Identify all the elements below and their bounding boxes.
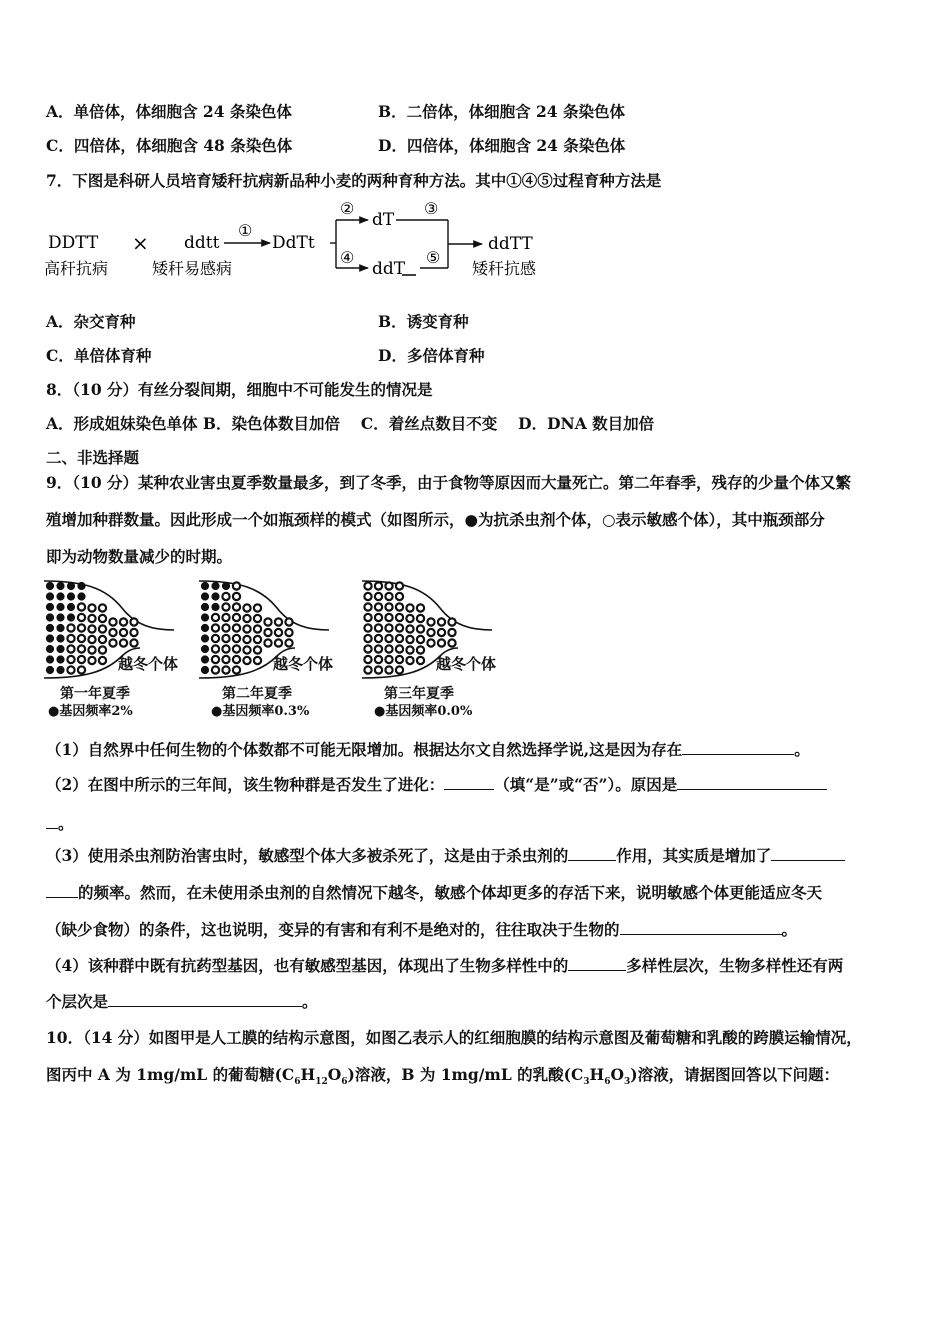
sensitive-dot <box>67 645 74 652</box>
parent2-genotype: ddtt <box>184 233 220 253</box>
sensitive-dot <box>222 656 229 663</box>
resistant-dot <box>57 603 64 610</box>
q10-text-a: 图丙中 A 为 1mg/mL 的葡萄糖(C <box>46 1065 295 1084</box>
sensitive-dot <box>233 635 240 642</box>
sensitive-dot <box>364 614 371 621</box>
answer-blank-2[interactable] <box>444 775 494 790</box>
sensitive-dot <box>264 639 271 646</box>
sensitive-dot <box>254 615 261 622</box>
sensitive-dot <box>99 636 106 643</box>
sensitive-dot <box>396 582 403 589</box>
sensitive-dot <box>88 657 95 664</box>
sensitive-dot <box>212 656 219 663</box>
sensitive-dot <box>130 618 137 625</box>
gamete-dt: dT <box>372 210 395 230</box>
sensitive-dot <box>427 629 434 636</box>
sensitive-dot <box>254 646 261 653</box>
result-label: 矮秆抗感 <box>472 259 537 278</box>
sensitive-dot <box>375 645 382 652</box>
resistant-dot <box>201 635 208 642</box>
sensitive-dot <box>406 646 413 653</box>
sensitive-dot <box>396 614 403 621</box>
sensitive-dot <box>222 666 229 673</box>
fig1-season: 第一年夏季 <box>60 686 130 702</box>
sensitive-dot <box>212 666 219 673</box>
sensitive-dot <box>448 629 455 636</box>
sensitive-dot <box>264 629 271 636</box>
genotype-ddt: ddT <box>372 259 406 279</box>
q10-sub-6: 3 <box>623 1077 631 1088</box>
sensitive-dot <box>375 666 382 673</box>
sensitive-dot <box>438 618 445 625</box>
sensitive-dot <box>67 635 74 642</box>
q10-stem-line1: 10．（14 分）如图甲是人工膜的结构示意图，如图乙表示人的红细胞膜的结构示意图及葡萄糖和乳酸的跨膜运输情况， <box>46 1028 862 1047</box>
q9-sub3-end: 。 <box>781 920 798 939</box>
q7-option-a: A．杂交育种 <box>46 312 136 331</box>
step1-label: ① <box>238 221 253 240</box>
sensitive-dot <box>78 656 85 663</box>
sensitive-dot <box>233 582 240 589</box>
sensitive-dot <box>233 645 240 652</box>
sensitive-dot <box>417 636 424 643</box>
answer-blank-1[interactable] <box>682 740 794 755</box>
resistant-dot <box>46 593 53 600</box>
resistant-dot <box>57 666 64 673</box>
sensitive-dot <box>243 615 250 622</box>
q9-sub2-end: 。 <box>58 814 74 833</box>
sensitive-dot <box>222 614 229 621</box>
q9-sub4 <box>46 956 843 976</box>
resistant-dot <box>46 624 53 631</box>
fig3-frequency: ●基因频率0.0% <box>374 704 473 719</box>
sensitive-dot <box>375 635 382 642</box>
q10-sub-5: 6 <box>604 1077 611 1088</box>
sensitive-dot <box>109 629 116 636</box>
q9-sub3 <box>46 846 845 866</box>
sensitive-dot <box>396 666 403 673</box>
resistant-dot <box>201 614 208 621</box>
answer-blank-8[interactable] <box>108 992 302 1007</box>
q8-options: A．形成姐妹染色单体 B．染色体数目加倍 C．着丝点数目不变 D．DNA 数目加倍 <box>46 414 655 433</box>
q6-option-a: A．单倍体，体细胞含 24 条染色体 <box>46 102 292 121</box>
q10-o-1: O <box>327 1065 342 1084</box>
sensitive-dot <box>385 582 392 589</box>
q10-h-2: H <box>589 1065 605 1084</box>
answer-blank-6[interactable] <box>620 920 782 935</box>
sensitive-dot <box>222 635 229 642</box>
sensitive-dot <box>233 624 240 631</box>
q6-option-d: D．四倍体，体细胞含 24 条染色体 <box>378 136 626 155</box>
fig2-winter-label: 越冬个体 <box>273 655 334 673</box>
q7-option-d: D．多倍体育种 <box>378 346 485 365</box>
q10-text-b: )溶液，B 为 1mg/mL 的乳酸(C <box>347 1065 584 1084</box>
sensitive-dot <box>285 639 292 646</box>
fig3-season: 第三年夏季 <box>384 686 454 702</box>
resistant-dot <box>57 645 64 652</box>
q7-option-b: B．诱变育种 <box>378 312 469 331</box>
sensitive-dot <box>78 666 85 673</box>
q9-sub4-text-b: 多样性层次，生物多样性还有两 <box>626 956 844 975</box>
sensitive-dot <box>448 618 455 625</box>
parent2-label: 矮秆易感病 <box>152 259 233 278</box>
sensitive-dot <box>396 645 403 652</box>
q10-h-1: H <box>300 1065 316 1084</box>
sensitive-dot <box>233 614 240 621</box>
step2-label: ② <box>340 199 355 218</box>
sensitive-dot <box>67 624 74 631</box>
sensitive-dot <box>222 593 229 600</box>
q9-sub3-text-c: 的频率。然而，在未使用杀虫剂的自然情况下越冬，敏感个体却更多的存活下来，说明敏感个体更能适应冬天 <box>78 883 823 902</box>
sensitive-dot <box>375 593 382 600</box>
answer-blank-5[interactable] <box>771 846 845 861</box>
sensitive-dot <box>78 645 85 652</box>
sensitive-dot <box>406 604 413 611</box>
sensitive-dot <box>243 625 250 632</box>
sensitive-dot <box>375 624 382 631</box>
resistant-dot <box>201 666 208 673</box>
resistant-dot <box>46 635 53 642</box>
sensitive-dot <box>375 656 382 663</box>
sensitive-dot <box>375 614 382 621</box>
resistant-dot <box>57 635 64 642</box>
q9-stem-line2: 殖增加种群数量。因此形成一个如瓶颈样的模式（如图所示，●为抗杀虫剂个体，○表示敏感个体），其中瓶颈部分 <box>46 510 825 529</box>
bottleneck-figures <box>44 578 524 723</box>
fig2-frequency: ●基因频率0.3% <box>211 704 310 719</box>
q9-sub4-end: 。 <box>302 992 318 1011</box>
resistant-dot <box>67 603 74 610</box>
resistant-dot <box>201 656 208 663</box>
sensitive-dot <box>243 636 250 643</box>
sensitive-dot <box>385 645 392 652</box>
sensitive-dot <box>406 615 413 622</box>
sensitive-dot <box>364 656 371 663</box>
result-genotype: ddTT <box>488 234 533 254</box>
sensitive-dot <box>364 645 371 652</box>
sensitive-dot <box>438 639 445 646</box>
q9-stem-line3: 即为动物数量减少的时期。 <box>46 547 233 566</box>
q10-text-c: )溶液，请据图回答以下问题： <box>630 1065 840 1084</box>
sensitive-dot <box>375 582 382 589</box>
resistant-dot <box>67 582 74 589</box>
sensitive-dot <box>130 639 137 646</box>
sensitive-dot <box>385 593 392 600</box>
sensitive-dot <box>233 593 240 600</box>
sensitive-dot <box>406 636 413 643</box>
resistant-dot <box>201 645 208 652</box>
sensitive-dot <box>78 635 85 642</box>
resistant-dot <box>222 582 229 589</box>
sensitive-dot <box>385 635 392 642</box>
sensitive-dot <box>417 646 424 653</box>
sensitive-dot <box>364 635 371 642</box>
q6-option-b: B．二倍体，体细胞含 24 条染色体 <box>378 102 625 121</box>
resistant-dot <box>201 603 208 610</box>
sensitive-dot <box>88 615 95 622</box>
step5-label: ⑤ <box>426 248 441 267</box>
sensitive-dot <box>67 666 74 673</box>
sensitive-dot <box>120 639 127 646</box>
sensitive-dot <box>254 657 261 664</box>
sensitive-dot <box>120 629 127 636</box>
sensitive-dot <box>212 635 219 642</box>
q9-sub4-text-a: （4）该种群中既有抗药型基因，也有敏感型基因，体现出了生物多样性中的 <box>46 956 569 975</box>
q9-sub3-text-d: （缺少食物）的条件，这也说明，变异的有害和有利不是绝对的，往往取决于生物的 <box>46 920 620 939</box>
cross-symbol: × <box>132 231 149 255</box>
sensitive-dot <box>396 593 403 600</box>
sensitive-dot <box>448 639 455 646</box>
sensitive-dot <box>212 614 219 621</box>
resistant-dot <box>212 603 219 610</box>
parent1-genotype: DDTT <box>48 233 99 253</box>
q10-sub-4: 3 <box>583 1077 590 1088</box>
sensitive-dot <box>264 618 271 625</box>
q8-stem: 8．（10 分）有丝分裂间期，细胞中不可能发生的情况是 <box>46 380 433 399</box>
sensitive-dot <box>88 604 95 611</box>
sensitive-dot <box>243 604 250 611</box>
sensitive-dot <box>67 656 74 663</box>
resistant-dot <box>57 656 64 663</box>
answer-blank-3-cont[interactable] <box>46 814 58 829</box>
sensitive-dot <box>78 614 85 621</box>
sensitive-dot <box>233 666 240 673</box>
resistant-dot <box>46 656 53 663</box>
step3-label: ③ <box>424 199 439 218</box>
resistant-dot <box>201 624 208 631</box>
sensitive-dot <box>222 624 229 631</box>
resistant-dot <box>46 666 53 673</box>
f1-genotype: DdTt <box>272 233 315 253</box>
resistant-dot <box>57 593 64 600</box>
resistant-dot <box>46 603 53 610</box>
q7-option-c: C．单倍体育种 <box>46 346 152 365</box>
sensitive-dot <box>99 604 106 611</box>
sensitive-dot <box>285 629 292 636</box>
q10-sub-2: 12 <box>315 1077 328 1088</box>
sensitive-dot <box>406 625 413 632</box>
sensitive-dot <box>99 646 106 653</box>
sensitive-dot <box>385 624 392 631</box>
sensitive-dot <box>243 657 250 664</box>
resistant-dot <box>46 645 53 652</box>
resistant-dot <box>57 624 64 631</box>
sensitive-dot <box>417 604 424 611</box>
sensitive-dot <box>385 614 392 621</box>
fig1-winter-label: 越冬个体 <box>118 655 179 673</box>
sensitive-dot <box>233 656 240 663</box>
answer-blank-5-cont[interactable] <box>46 883 78 898</box>
answer-blank-4[interactable] <box>568 846 616 861</box>
sensitive-dot <box>385 603 392 610</box>
sensitive-dot <box>243 646 250 653</box>
sensitive-dot <box>396 635 403 642</box>
q9-sub1-text: （1）自然界中任何生物的个体数都不可能无限增加。根据达尔文自然选择学说,这是因为存在 <box>46 740 683 759</box>
step4-label: ④ <box>340 248 355 267</box>
q9-sub4-text-c: 个层次是 <box>46 992 109 1011</box>
q9-sub4-line2 <box>46 992 318 1012</box>
q9-sub2-text-b: （填“是”或“否”）。原因是 <box>494 775 678 794</box>
fig1-frequency: ●基因频率2% <box>48 704 133 719</box>
sensitive-dot <box>417 615 424 622</box>
q9-sub3-line3 <box>46 920 797 940</box>
resistant-dot <box>78 593 85 600</box>
q9-sub1-end: 。 <box>794 740 810 759</box>
resistant-dot <box>201 593 208 600</box>
sensitive-dot <box>364 624 371 631</box>
q9-sub3-text-a: （3）使用杀虫剂防治害虫时，敏感型个体大多被杀死了，这是由于杀虫剂的 <box>46 846 569 865</box>
sensitive-dot <box>275 629 282 636</box>
resistant-dot <box>46 582 53 589</box>
sensitive-dot <box>385 656 392 663</box>
q9-sub2 <box>46 775 827 795</box>
resistant-dot <box>212 593 219 600</box>
sensitive-dot <box>78 624 85 631</box>
sensitive-dot <box>427 618 434 625</box>
resistant-dot <box>67 614 74 621</box>
sensitive-dot <box>364 593 371 600</box>
resistant-dot <box>201 582 208 589</box>
resistant-dot <box>57 614 64 621</box>
sensitive-dot <box>417 625 424 632</box>
sensitive-dot <box>275 618 282 625</box>
sensitive-dot <box>396 656 403 663</box>
sensitive-dot <box>109 618 116 625</box>
q10-sub-1: 6 <box>294 1077 301 1088</box>
sensitive-dot <box>285 618 292 625</box>
q10-sub-3: 6 <box>341 1077 348 1088</box>
resistant-dot <box>46 614 53 621</box>
q10-o-2: O <box>610 1065 624 1084</box>
resistant-dot <box>67 593 74 600</box>
sensitive-dot <box>254 625 261 632</box>
sensitive-dot <box>254 636 261 643</box>
sensitive-dot <box>275 639 282 646</box>
sensitive-dot <box>396 624 403 631</box>
sensitive-dot <box>364 603 371 610</box>
sensitive-dot <box>88 646 95 653</box>
q10-stem-line2 <box>46 1065 839 1092</box>
sensitive-dot <box>396 603 403 610</box>
sensitive-dot <box>88 625 95 632</box>
q9-sub1 <box>46 740 810 760</box>
q9-sub2-text-a: （2）在图中所示的三年间，该生物种群是否发生了进化： <box>46 775 445 794</box>
answer-blank-3[interactable] <box>677 775 827 790</box>
sensitive-dot <box>88 636 95 643</box>
sensitive-dot <box>130 629 137 636</box>
sensitive-dot <box>427 639 434 646</box>
sensitive-dot <box>364 582 371 589</box>
answer-blank-7[interactable] <box>568 956 626 971</box>
sensitive-dot <box>78 603 85 610</box>
sensitive-dot <box>417 657 424 664</box>
sensitive-dot <box>233 603 240 610</box>
q9-stem-line1: 9．（10 分）某种农业害虫夏季数量最多，到了冬季，由于食物等原因而大量死亡。第二年春季，残存的少量个体又繁 <box>46 473 852 492</box>
sensitive-dot <box>99 625 106 632</box>
q9-sub2-cont <box>46 814 74 834</box>
sensitive-dot <box>438 629 445 636</box>
q9-sub3-text-b: 作用，其实质是增加了 <box>616 846 772 865</box>
sensitive-dot <box>364 666 371 673</box>
sensitive-dot <box>212 645 219 652</box>
sensitive-dot <box>385 666 392 673</box>
q6-option-c: C．四倍体，体细胞含 48 条染色体 <box>46 136 293 155</box>
sensitive-dot <box>222 603 229 610</box>
q7-stem: 7．下图是科研人员培育矮秆抗病新品种小麦的两种育种方法。其中①④⑤过程育种方法是 <box>46 171 662 190</box>
resistant-dot <box>78 582 85 589</box>
q9-sub3-line2 <box>46 883 822 903</box>
sensitive-dot <box>109 639 116 646</box>
resistant-dot <box>212 582 219 589</box>
resistant-dot <box>57 582 64 589</box>
breeding-diagram <box>40 196 560 292</box>
parent1-label: 高秆抗病 <box>44 259 109 278</box>
sensitive-dot <box>222 645 229 652</box>
sensitive-dot <box>375 603 382 610</box>
fig2-season: 第二年夏季 <box>222 686 292 702</box>
sensitive-dot <box>99 657 106 664</box>
sensitive-dot <box>406 657 413 664</box>
sensitive-dot <box>254 604 261 611</box>
sensitive-dot <box>212 624 219 631</box>
sensitive-dot <box>99 615 106 622</box>
section-heading: 二、非选择题 <box>46 448 140 467</box>
sensitive-dot <box>120 618 127 625</box>
fig3-winter-label: 越冬个体 <box>436 655 497 673</box>
